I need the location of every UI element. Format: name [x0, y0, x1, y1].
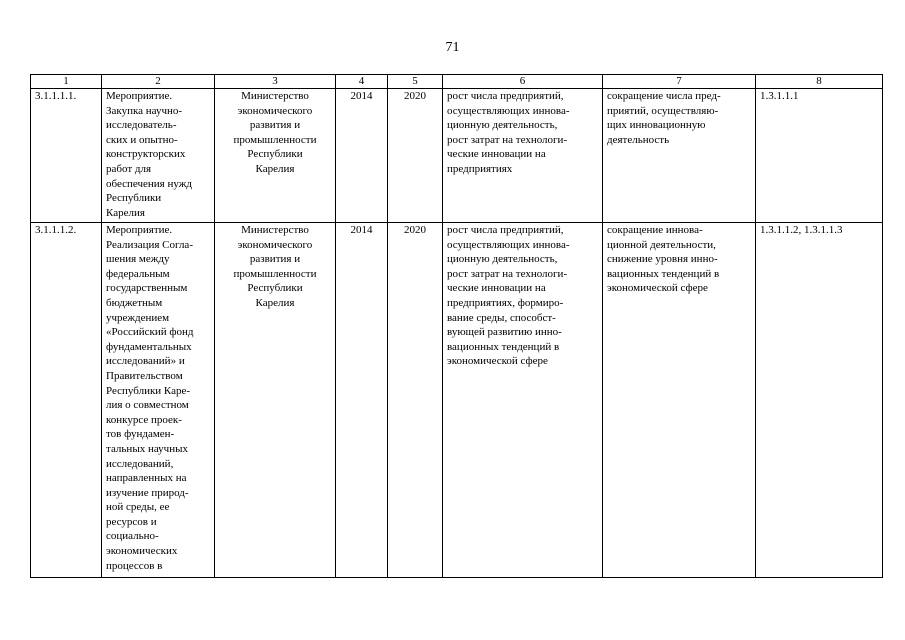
header-cell-8: 8 — [756, 75, 883, 89]
row-consequence: сокращение числа пред- приятий, осуществляю- щих инновационную деятельность — [603, 89, 756, 223]
header-cell-7: 7 — [603, 75, 756, 89]
header-row — [31, 75, 883, 89]
row-code: 3.1.1.1.2. — [31, 223, 102, 578]
page-number: 71 — [445, 40, 460, 55]
row-expected-result: рост числа предприятий, осуществляющих иннова- ционную деятельность, рост затрат на технологи- ческие инновации на предприятиях — [443, 89, 603, 223]
header-cell-5: 5 — [388, 75, 443, 89]
row-executor: Министерство экономического развития и промышленности Республики Карелия — [215, 223, 336, 578]
row-end-year: 2020 — [388, 89, 443, 223]
row-executor: Министерство экономического развития и промышленности Республики Карелия — [215, 89, 336, 223]
header-cell-2: 2 — [102, 75, 215, 89]
measures-table — [30, 74, 883, 578]
row-indicator: 1.3.1.1.2, 1.3.1.1.3 — [756, 223, 883, 578]
row-start-year: 2014 — [336, 223, 388, 578]
row-indicator: 1.3.1.1.1 — [756, 89, 883, 223]
row-expected-result: рост числа предприятий, осуществляющих иннова- ционную деятельность, рост затрат на технологи- ческие инновации на предприятиях, формиро- вание среды, способст- вующей развитию инно- вационных тенденций в экономической сфере — [443, 223, 603, 578]
table-row — [31, 89, 883, 223]
header-cell-6: 6 — [443, 75, 603, 89]
row-code: 3.1.1.1.1. — [31, 89, 102, 223]
header-cell-1: 1 — [31, 75, 102, 89]
table-row — [31, 223, 883, 578]
row-start-year: 2014 — [336, 89, 388, 223]
row-activity: Мероприятие. Реализация Согла- шения между федеральным государственным бюджетным учреждением «Российский фонд фундаментальных исследований» и Правительством Республики Каре- лия о совместном конкурсе проек- тов фундамен- тальных научных исследований, направленных на изучение природ- ной среды, ее ресурсов и социально- экономических процессов в — [102, 223, 215, 578]
row-activity: Мероприятие. Закупка научно- исследователь- ских и опытно- конструкторских работ для обеспечения нужд Республики Карелия — [102, 89, 215, 223]
header-cell-4: 4 — [336, 75, 388, 89]
row-end-year: 2020 — [388, 223, 443, 578]
header-cell-3: 3 — [215, 75, 336, 89]
row-consequence: сокращение иннова- ционной деятельности, снижение уровня инно- вационных тенденций в экономической сфере — [603, 223, 756, 578]
